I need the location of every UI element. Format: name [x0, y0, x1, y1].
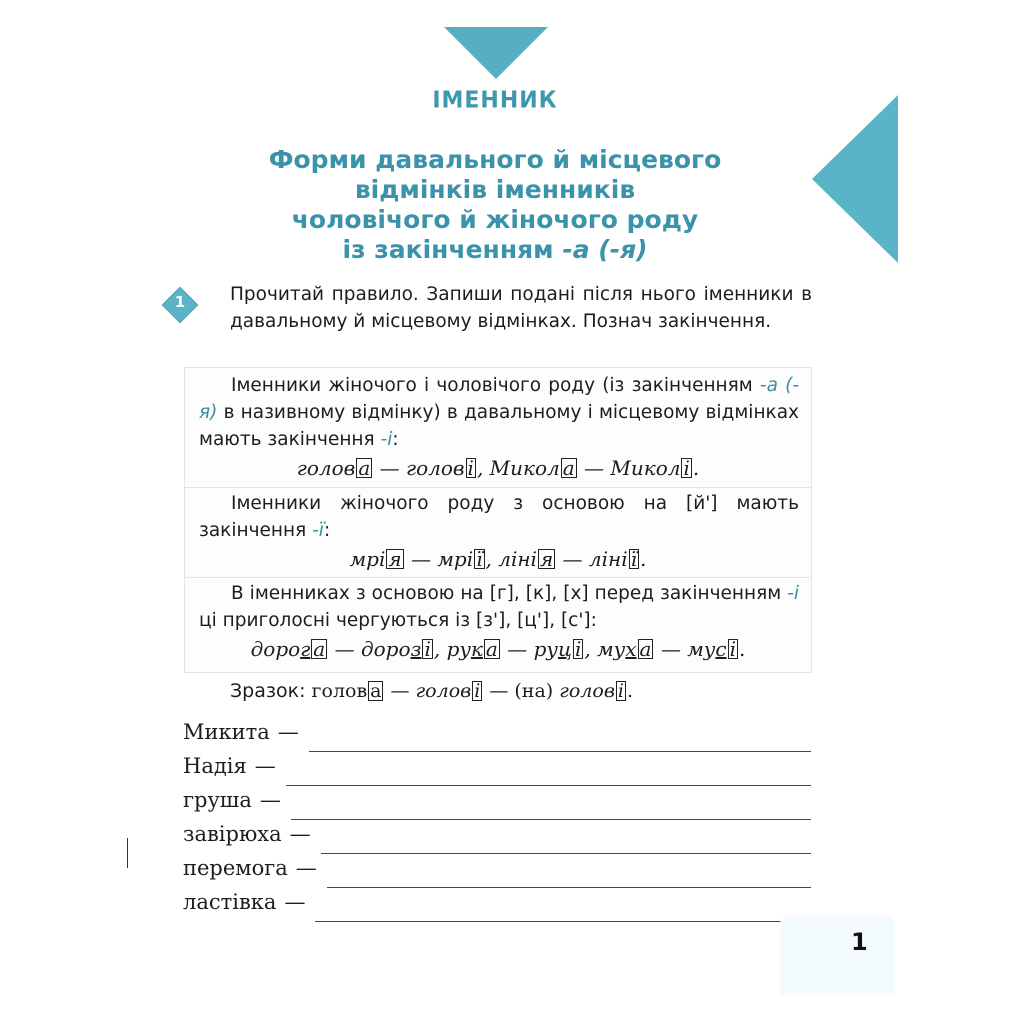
dash: — [295, 856, 317, 880]
rule-3-text [185, 580, 811, 634]
rule-2-text: Іменники жіночого роду з основою на [й'] мають закінчення -ї: [199, 493, 799, 541]
rule-1-text-b: в називному відмінку) в давальному і місцевому відмінках мають закінчення [199, 402, 799, 450]
rule-3-text-b: ці приголосні чергуються із [з'], [ц'], [с']: [199, 610, 597, 631]
sample-stem: голов [415, 680, 472, 702]
dash: — [259, 788, 281, 812]
rule-block-2 [184, 487, 812, 579]
example-stem: доро [250, 637, 301, 661]
separator: , [433, 637, 447, 661]
title-line-1: Форми давального й місцевого [268, 145, 722, 174]
title-line-4 [0, 235, 990, 265]
exercise-word: Надія [183, 754, 247, 778]
rule-1-text-a: Іменники жіночого і чоловічого роду (із закінченням [231, 375, 753, 396]
ending-box: а [313, 637, 326, 661]
example-stem: му [687, 637, 716, 661]
sample-locative [559, 680, 627, 702]
rule-block-1 [184, 367, 812, 491]
separator: . [692, 456, 700, 480]
example-stem: мрі [349, 547, 386, 571]
example-stem: Микол [489, 456, 560, 480]
ending-box: і [729, 637, 736, 661]
exercise-word: ластівка [183, 890, 277, 914]
example-stem: доро [360, 637, 411, 661]
rule-3-examples [185, 634, 811, 664]
separator: . [640, 547, 647, 571]
alternating-consonant: з [410, 637, 422, 661]
alternating-consonant: г [300, 637, 311, 661]
example-stem: голов [405, 456, 465, 480]
exercise-row-nadiia [183, 746, 811, 780]
task-instruction: Прочитай правило. Запиши подані після нього іменники в давальному й місцевому відмінках. Познач закінчення. [230, 284, 812, 332]
ending-box: і [474, 680, 481, 702]
ending-box: а [370, 680, 382, 702]
rule-2-text-a: Іменники жіночого роду з основою на [й'] мають закінчення [199, 493, 799, 541]
separator: — [373, 456, 406, 480]
title-line-3: чоловічого й жіночого роду [291, 205, 699, 234]
exercise-row-lastivka [183, 882, 811, 916]
rule-1-examples [185, 453, 811, 483]
separator: — [384, 680, 416, 702]
example-stem: му [597, 637, 626, 661]
ending-box: і [574, 637, 582, 661]
exercise-row-mykyta [183, 712, 811, 746]
dash: — [277, 720, 299, 744]
example-stem: ру [446, 637, 471, 661]
dash: — [254, 754, 276, 778]
separator: . [739, 637, 746, 661]
ending-box: і [617, 680, 624, 702]
example-stem: ліні [588, 547, 628, 571]
separator: — [654, 637, 688, 661]
ending-box: а [485, 637, 498, 661]
separator: — [328, 637, 361, 661]
separator: — [577, 456, 611, 480]
alternating-consonant: ц [557, 637, 572, 661]
rule-1-ending-highlight: -а (-я) [199, 375, 799, 423]
rule-block-3 [184, 577, 812, 673]
rule-1-ending: -і [380, 429, 393, 450]
alternating-consonant: с [715, 637, 727, 661]
ending-box: ї [476, 547, 483, 571]
separator: , [485, 547, 499, 571]
exercise-row-peremoha [183, 848, 811, 882]
lesson-title [0, 145, 990, 265]
separator: — [556, 547, 589, 571]
exercise-row-grusha [183, 780, 811, 814]
exercise-row-zaviriukha [183, 814, 811, 848]
title-line-4-text: із закінченням [342, 235, 554, 264]
ending-box: а [358, 456, 371, 480]
sample-preposition: (на) [514, 680, 554, 702]
title-ending: -а (-я) [562, 235, 648, 264]
title-line-2: відмінків іменників [354, 175, 636, 204]
ending-box: я [539, 547, 554, 571]
rule-2-examples [185, 544, 811, 574]
sample-stem: голов [559, 680, 615, 702]
alternating-consonant: х [625, 637, 637, 661]
separator: , [584, 637, 598, 661]
example-stem: ліні [498, 547, 537, 571]
answer-field-lastivka[interactable] [315, 895, 811, 922]
sample-line [230, 680, 633, 702]
ending-box: а [639, 637, 652, 661]
ending-box: і [424, 637, 431, 661]
decorative-triangle-top [444, 27, 548, 79]
alternating-consonant: к [470, 637, 483, 661]
ending-box: ї [630, 547, 638, 571]
sample-stem: голов [311, 680, 368, 702]
sample-nominative [312, 680, 385, 702]
ending-box: а [562, 456, 575, 480]
separator: , [476, 456, 490, 480]
section-heading: ІМЕННИК [432, 87, 558, 114]
separator: . [626, 680, 634, 702]
rule-3-text-a: В іменниках з основою на [г], [к], [х] перед закінченням [231, 583, 782, 604]
rule-1-text: Іменники жіночого і чоловічого роду (із закінченням -а (-я) в називному відмінку) в давальному і місцевому відмінках мають закінчення -і: [199, 375, 799, 450]
exercise-word: Микита [183, 720, 270, 744]
dash: — [289, 822, 311, 846]
sample-dative [416, 680, 484, 702]
exercise-word: перемога [183, 856, 288, 880]
ending-box: і [683, 456, 690, 480]
sample-label: Зразок: [230, 680, 306, 702]
rule-3-ending: -і [787, 583, 799, 604]
separator: — [500, 637, 534, 661]
page-number: 1 [851, 928, 868, 956]
separator: — [483, 680, 515, 702]
exercise-word: завірюха [183, 822, 282, 846]
task-number-badge [162, 287, 198, 323]
rule-2-ending: -ї [312, 520, 324, 541]
example-stem: мрі [437, 547, 474, 571]
ending-box: і [467, 456, 474, 480]
exercise-word: груша [183, 788, 252, 812]
page-corner [780, 915, 895, 995]
task-number: 1 [174, 293, 186, 311]
example-stem: ру [533, 637, 558, 661]
example-stem: Микол [610, 456, 681, 480]
separator: — [404, 547, 438, 571]
ending-box: я [388, 547, 402, 571]
margin-mark [127, 838, 130, 868]
dash: — [284, 890, 306, 914]
example-stem: голов [296, 456, 356, 480]
